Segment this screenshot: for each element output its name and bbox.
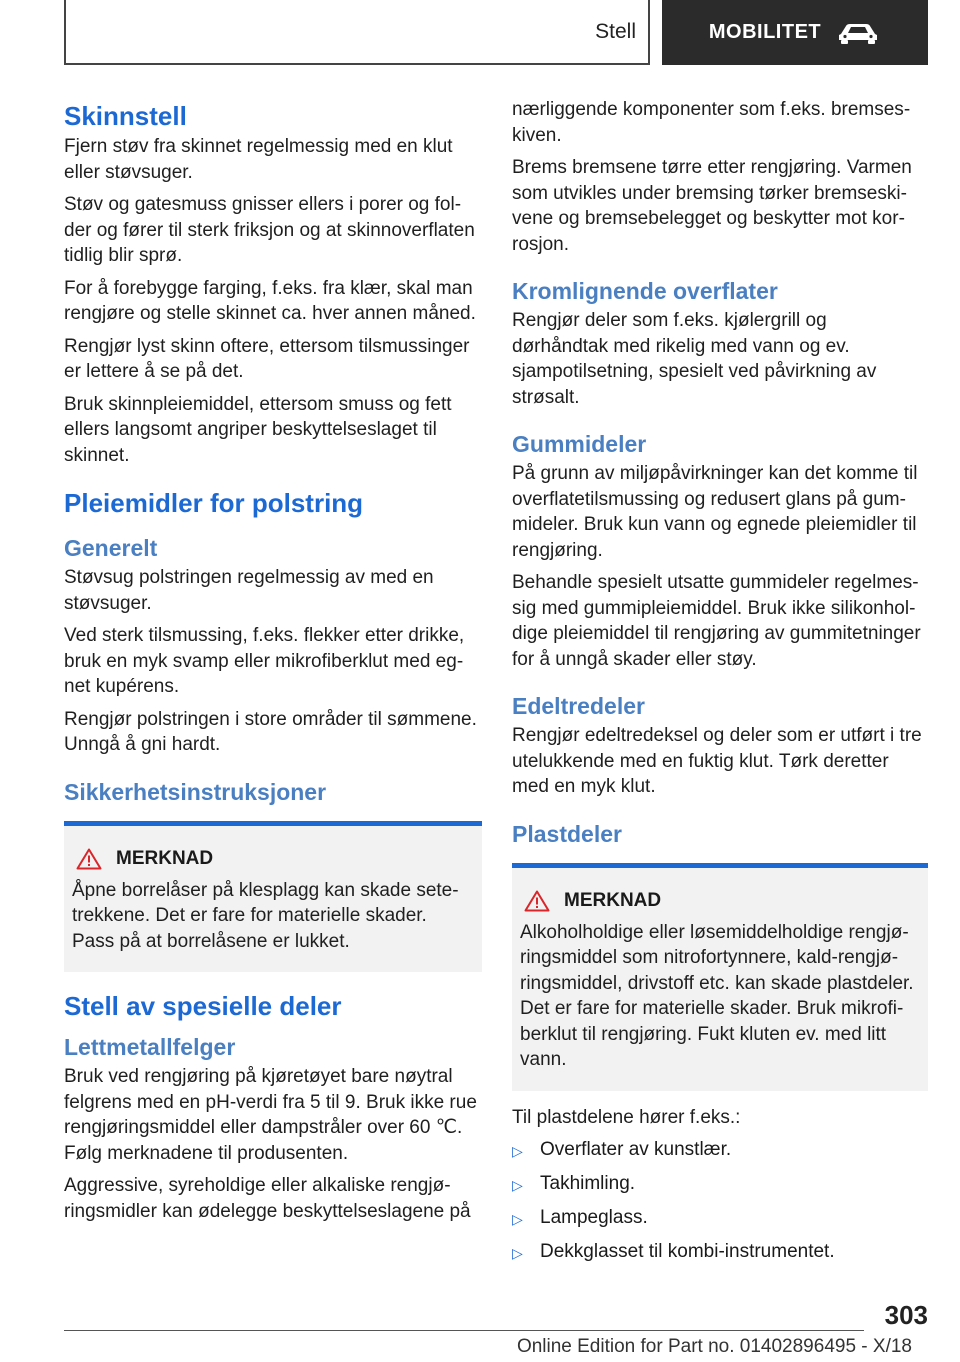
notice-box: [512, 863, 928, 1091]
paragraph: Rengjør polstringen i store områder til sømmene. Unngå å gni hardt.: [64, 708, 477, 755]
paragraph: For å forebygge farging, f.eks. fra klær, skal man rengjøre og stelle skinnet ca. hver annen måned.: [64, 277, 476, 324]
bullet-triangle-icon: ▷: [512, 1143, 523, 1159]
paragraph: Bruk ved rengjøring på kjøretøyet bare nøytral felgrens med en pH-verdi fra 5 til 9. Bruk ikke rue rengjøringsmiddel eller dampstråler over 60 ℃. Følg merknadene til produsenten.: [64, 1066, 477, 1164]
bullet-triangle-icon: ▷: [512, 1245, 523, 1261]
paragraph: Fjern støv fra skinnet regelmessig med en klut eller støvsuger.: [64, 136, 453, 183]
paragraph: Aggressive, syreholdige eller alkaliske rengjøringsmidler kan ødelegge beskyttelseslagene på: [64, 1175, 471, 1222]
heading-gummi: Gummideler: [512, 431, 647, 457]
paragraph: Bruk skinnpleiemiddel, ettersom smuss og fett ellers langsomt angriper beskyttelseslaget til skinnet.: [64, 393, 452, 466]
heading-krom: Kromlignende overflater: [512, 278, 778, 304]
notice-header: [520, 890, 920, 912]
left-column: [64, 100, 482, 1231]
section-header: [64, 0, 650, 65]
list-item-text: Dekkglasset til kombi-instrumentet.: [540, 1241, 835, 1262]
paragraph: På grunn av miljøpåvirkninger kan det komme til overflatetilsmussing og redusert glans på gummideler. Bruk kun vann og egnede pleiemidler til rengjøring.: [512, 463, 918, 561]
chapter-tab: [662, 0, 928, 65]
list-item-text: Takhimling.: [540, 1173, 636, 1194]
list-item: [512, 1171, 928, 1198]
list-item: [512, 1239, 928, 1266]
heading-skinnstell: Skinnstell: [64, 101, 187, 131]
list-item: [512, 1205, 928, 1232]
paragraph: Ved sterk tilsmussing, f.eks. flekker etter drikke, bruk en myk svamp eller mikrofiberklut med egnet kupérens.: [64, 625, 465, 697]
section-title: Stell: [595, 19, 636, 43]
right-column: [512, 97, 928, 1273]
footer-divider: [64, 1330, 864, 1331]
heading-generelt: Generelt: [64, 535, 158, 561]
notice-box: [64, 821, 482, 973]
notice-header: [72, 848, 474, 870]
paragraph: nærliggende komponenter som f.eks. bremseskiven.: [512, 99, 911, 146]
list-item-text: Lampeglass.: [540, 1207, 648, 1228]
paragraph: Støv og gatesmuss gnisser ellers i porer og folder og fører til sterk friksjon og at skinnoverflaten tidlig blir sprø.: [64, 194, 475, 266]
bullet-triangle-icon: ▷: [512, 1211, 523, 1227]
paragraph: Rengjør edeltredeksel og deler som er utført i tre utelukkende med en fuktig klut. Tørk deretter med en myk klut.: [512, 725, 922, 797]
heading-sikkerhet: Sikkerhetsinstruksjoner: [64, 778, 327, 805]
warning-icon: [76, 848, 102, 870]
paragraph: Rengjør lyst skinn oftere, ettersom tilsmussinger er lettere å se på det.: [64, 335, 470, 382]
bullet-list: [512, 1137, 928, 1266]
notice-label: MERKNAD: [116, 847, 214, 869]
paragraph: Til plastdelene hører f.eks.:: [512, 1106, 741, 1128]
list-item: [512, 1137, 928, 1164]
heading-plast: Plastdeler: [512, 820, 622, 847]
car-icon: [835, 21, 881, 45]
heading-lettmetall: Lettmetallfelger: [64, 1034, 236, 1060]
paragraph: Rengjør deler som f.eks. kjølergrill og dørhåndtak med rikelig med vann og ev. sjampotilsetning, spesielt ved påvirkning av strøsalt.: [512, 310, 877, 408]
page-header: [64, 0, 928, 65]
page-number: 303: [884, 1300, 928, 1330]
warning-icon: [524, 890, 550, 912]
paragraph: Støvsug polstringen regelmessig av med en støvsuger.: [64, 567, 434, 614]
edition-text: Online Edition for Part no. 01402896495 - X/18: [516, 1336, 912, 1357]
heading-edeltre: Edeltredeler: [512, 693, 645, 719]
heading-stell-spesielle: Stell av spesielle deler: [64, 991, 342, 1021]
heading-pleiemidler: Pleiemidler for polstring: [64, 488, 364, 518]
notice-text: Åpne borrelåser på klesplagg kan skade setetrekkene. Det er fare for materielle skader. Pass på at borrelåsene er lukket.: [72, 879, 459, 952]
chapter-title: MOBILITET: [708, 21, 822, 43]
paragraph: Brems bremsene tørre etter rengjøring. Varmen som utvikles under bremsing tørker bremseskivene og bremsebelegget og beskytter mot korrosjon.: [512, 157, 912, 255]
bullet-triangle-icon: ▷: [512, 1177, 523, 1193]
notice-label: MERKNAD: [564, 889, 662, 911]
list-item-text: Overflater av kunstlær.: [540, 1139, 732, 1160]
paragraph: Behandle spesielt utsatte gummideler regelmessig med gummipleiemiddel. Bruk ikke silikonholdige pleiemiddel til rengjøring av gummitetninger for å unngå skader eller støy.: [512, 572, 921, 670]
notice-text: Alkoholholdige eller løsemiddelholdige rengjøringsmiddel som nitrofortynnere, kald-rengjøringsmiddel, drivstoff etc. kan skade plastdeler. Det er fare for materielle skader. Bruk mikrofiberklut til rengjøring. Fukt kluten ev. med litt vann.: [520, 921, 914, 1070]
